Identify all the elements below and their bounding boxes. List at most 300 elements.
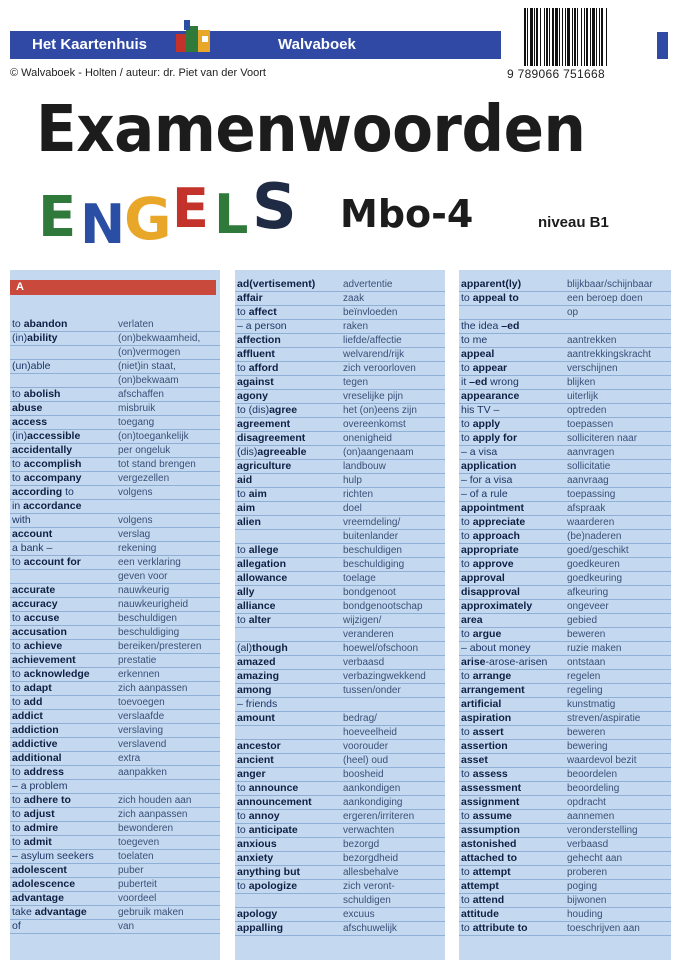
english-term: appalling [237, 922, 284, 934]
dutch-translation: streven/aspiratie [567, 713, 641, 724]
english-term: to (dis)agree [237, 404, 298, 416]
english-term: attached to [461, 852, 518, 864]
dutch-translation: puberteit [118, 879, 157, 890]
dutch-translation: (on)vermogen [118, 347, 181, 358]
dutch-translation: (on)aangenaam [343, 447, 414, 458]
english-term: affection [237, 334, 281, 346]
dutch-translation: houding [567, 909, 603, 920]
vocab-entry [235, 908, 445, 922]
dutch-translation: bewonderen [118, 823, 174, 834]
english-term: attempt [461, 880, 499, 892]
dutch-translation: volgens [118, 487, 153, 498]
dutch-translation: onenigheid [343, 433, 392, 444]
english-term: addiction [12, 724, 59, 736]
english-term: the idea –ed [461, 320, 520, 332]
vocab-entry [235, 838, 445, 852]
dutch-translation: wijzigen/ [343, 615, 382, 626]
vocab-entry [459, 530, 671, 544]
english-term: allowance [237, 572, 288, 584]
vocab-entry [235, 726, 445, 740]
level-label: Mbo-4 [340, 192, 474, 236]
vocab-entry [235, 670, 445, 684]
dutch-translation: ergeren/irriteren [343, 811, 415, 822]
dutch-translation: veranderen [343, 629, 394, 640]
vocab-entry [235, 642, 445, 656]
vocab-entry [235, 684, 445, 698]
english-term: advantage [12, 892, 64, 904]
word-list-2 [235, 270, 445, 936]
letter-s: S [252, 170, 297, 243]
english-term [459, 306, 567, 319]
vocab-entry [459, 600, 671, 614]
english-term: (in)accessible [12, 430, 81, 442]
english-term: disapproval [461, 586, 520, 598]
english-term: (un)able [12, 360, 51, 372]
english-term [235, 628, 343, 641]
vocab-entry [10, 682, 220, 696]
english-term: to me [461, 334, 488, 346]
dutch-translation: goed/geschikt [567, 545, 629, 556]
english-term: to adhere to [12, 794, 71, 806]
dutch-translation: verslaving [118, 725, 164, 736]
dutch-translation: afschaffen [118, 389, 164, 400]
english-term: to accomplish [12, 458, 82, 470]
english-term: accusation [12, 626, 67, 638]
english-term: appearance [461, 390, 520, 402]
dutch-translation: blijken [567, 377, 596, 388]
dutch-translation: toepassen [567, 419, 614, 430]
dutch-translation: goedkeuring [567, 573, 623, 584]
dutch-translation: verbaasd [567, 839, 609, 850]
dutch-translation [118, 500, 220, 513]
dutch-translation: toegeven [118, 837, 160, 848]
barcode-icon [522, 8, 642, 66]
vocab-entry [235, 446, 445, 460]
english-term: (in)ability [12, 332, 58, 344]
vocab-entry [10, 696, 220, 710]
english-term: to attend [461, 894, 505, 906]
vocab-entry [235, 586, 445, 600]
vocab-entry [459, 838, 671, 852]
vocab-entry [10, 668, 220, 682]
vocab-entry [235, 880, 445, 894]
vocab-entry [459, 488, 671, 502]
vocab-entry [235, 768, 445, 782]
dutch-translation: toepassing [567, 489, 616, 500]
english-term: to affect [237, 306, 277, 318]
dutch-translation: aanvraag [567, 475, 609, 486]
english-term: agreement [237, 418, 291, 430]
dutch-translation: extra [118, 753, 141, 764]
english-term: against [237, 376, 274, 388]
english-term: to admit [12, 836, 52, 848]
english-term: aid [237, 474, 253, 486]
english-term: to alter [237, 614, 271, 626]
english-term: ancient [237, 754, 274, 766]
vocab-entry [459, 782, 671, 796]
vocab-entry [459, 614, 671, 628]
vocab-entry [459, 796, 671, 810]
english-term: to aim [237, 488, 267, 500]
dutch-translation: aankondiging [343, 797, 403, 808]
vocab-entry [459, 334, 671, 348]
english-term: among [237, 684, 272, 696]
word-column-2 [235, 270, 445, 960]
dutch-translation: zich veroorloven [343, 363, 416, 374]
dutch-translation: nauwkeurig [118, 585, 170, 596]
vocab-entry [10, 346, 220, 360]
vocab-entry [10, 738, 220, 752]
dutch-translation: (heel) oud [343, 755, 389, 766]
dutch-translation: ruzie maken [567, 643, 622, 654]
vocab-entry [10, 906, 220, 920]
english-term: to address [12, 766, 64, 778]
house-logo-icon [176, 20, 214, 54]
dutch-translation: allesbehalve [343, 867, 399, 878]
english-term: addictive [12, 738, 58, 750]
dutch-translation: (on)bekwaam [118, 375, 179, 386]
vocab-entry [235, 502, 445, 516]
english-term: – of a rule [461, 488, 508, 500]
dutch-translation: verwachten [343, 825, 395, 836]
dutch-translation: doel [343, 503, 362, 514]
vocab-entry [10, 892, 220, 906]
english-term: to assume [461, 810, 512, 822]
vocab-entry [10, 808, 220, 822]
english-term: appropriate [461, 544, 519, 556]
english-term: anxious [237, 838, 277, 850]
dutch-translation: bewering [567, 741, 608, 752]
english-term: allegation [237, 558, 287, 570]
vocab-entry [459, 656, 671, 670]
english-term: accidentally [12, 444, 73, 456]
english-term: to apply for [461, 432, 518, 444]
vocab-entry [235, 600, 445, 614]
dutch-translation: hoewel/ofschoon [343, 643, 419, 654]
dutch-translation: bondgenoot [343, 587, 396, 598]
dutch-translation: (on)toegankelijk [118, 431, 189, 442]
vocab-entry [459, 502, 671, 516]
dutch-translation: hoeveelheid [343, 727, 397, 738]
dutch-translation: waardevol bezit [567, 755, 637, 766]
vocab-entry [459, 628, 671, 642]
dutch-translation: bondgenootschap [343, 601, 423, 612]
dutch-translation: richten [343, 489, 374, 500]
vocab-entry [10, 584, 220, 598]
letter-e: E [38, 185, 77, 250]
vocab-entry [10, 850, 220, 864]
english-term [235, 726, 343, 739]
english-term: artificial [461, 698, 502, 710]
dutch-translation: verslag [118, 529, 151, 540]
dutch-translation: puber [118, 865, 144, 876]
vocab-entry [10, 458, 220, 472]
dutch-translation: voorouder [343, 741, 389, 752]
english-term: (al)though [237, 642, 288, 654]
english-term: to admire [12, 822, 59, 834]
vocab-entry [235, 530, 445, 544]
english-term: to anticipate [237, 824, 298, 836]
english-term: to afford [237, 362, 279, 374]
dutch-translation: verslaafde [118, 711, 165, 722]
dutch-translation [343, 698, 445, 711]
dutch-translation: verslavend [118, 739, 167, 750]
english-term: assessment [461, 782, 522, 794]
niveau-label: niveau B1 [538, 214, 609, 231]
english-term: – friends [237, 698, 278, 710]
english-term: according to [12, 486, 74, 498]
english-term: of [12, 920, 21, 932]
letter-e2: E [172, 177, 209, 240]
letter-n: N [80, 193, 126, 256]
english-term: apology [237, 908, 278, 920]
dutch-translation: het (on)eens zijn [343, 405, 417, 416]
english-term: assertion [461, 740, 508, 752]
english-term: ally [237, 586, 255, 598]
english-term: attitude [461, 908, 499, 920]
dutch-translation: zich aanpassen [118, 809, 188, 820]
english-term: to attempt [461, 866, 511, 878]
english-term: to appreciate [461, 516, 526, 528]
vocab-entry [10, 654, 220, 668]
english-term: achievement [12, 654, 76, 666]
vocab-entry [235, 488, 445, 502]
dutch-translation: beoordelen [567, 769, 618, 780]
vocab-entry [459, 894, 671, 908]
vocab-entry [459, 712, 671, 726]
vocab-entry [10, 640, 220, 654]
vocab-entry [10, 556, 220, 570]
vocab-entry [459, 404, 671, 418]
vocab-entry [459, 768, 671, 782]
dutch-translation: prestatie [118, 655, 157, 666]
vocab-entry [10, 780, 220, 794]
vocab-entry [459, 922, 671, 936]
english-term: to appear [461, 362, 508, 374]
vocab-entry [235, 558, 445, 572]
vocab-entry [235, 656, 445, 670]
vocab-entry [459, 306, 671, 320]
english-term: to abandon [12, 318, 68, 330]
english-term: arrangement [461, 684, 525, 696]
dutch-translation: zich veront- [343, 881, 395, 892]
english-term: – a visa [461, 446, 498, 458]
vocab-entry [459, 740, 671, 754]
english-term: – a problem [12, 780, 68, 792]
vocab-entry [459, 432, 671, 446]
english-term: – asylum seekers [12, 850, 94, 862]
dutch-translation: zich aanpassen [118, 683, 188, 694]
vocab-entry [459, 572, 671, 586]
dutch-translation: aannemen [567, 811, 615, 822]
english-term: to announce [237, 782, 299, 794]
vocab-entry [10, 318, 220, 332]
dutch-translation: geven voor [118, 571, 168, 582]
english-term: ancestor [237, 740, 281, 752]
vocab-entry [459, 726, 671, 740]
english-term: his TV – [461, 404, 500, 416]
dutch-translation: raken [343, 321, 369, 332]
credits-line: © Walvaboek - Holten / auteur: dr. Piet van der Voort [10, 67, 266, 79]
dutch-translation: bedrag/ [343, 713, 377, 724]
dutch-translation: op [567, 307, 579, 318]
english-term: anything but [237, 866, 300, 878]
english-term [235, 530, 343, 543]
english-term: alliance [237, 600, 276, 612]
dutch-translation: waarderen [567, 517, 615, 528]
english-term: aspiration [461, 712, 512, 724]
english-term: asset [461, 754, 488, 766]
vocab-entry [10, 752, 220, 766]
dutch-translation: beïnvloeden [343, 307, 398, 318]
dutch-translation: blijkbaar/schijnbaar [567, 279, 653, 290]
dutch-translation: liefde/affectie [343, 335, 402, 346]
vocab-entry [459, 824, 671, 838]
dutch-translation: bezorgd [343, 839, 380, 850]
vocab-entry [10, 878, 220, 892]
english-term: account [12, 528, 53, 540]
english-term: affluent [237, 348, 275, 360]
english-term [235, 894, 343, 907]
vocab-entry [235, 544, 445, 558]
vocab-entry [10, 864, 220, 878]
dutch-translation: beweren [567, 727, 606, 738]
dutch-translation: poging [567, 881, 598, 892]
vocab-entry [10, 472, 220, 486]
vocab-entry [459, 320, 671, 334]
vocab-entry [235, 390, 445, 404]
vocab-entry [10, 836, 220, 850]
vocab-entry [459, 376, 671, 390]
vocab-entry [10, 388, 220, 402]
header-bar [10, 31, 501, 59]
vocab-entry [459, 670, 671, 684]
dutch-translation: een verklaring [118, 557, 181, 568]
dutch-translation: rekening [118, 543, 157, 554]
english-term: disagreement [237, 432, 306, 444]
vocab-entry [235, 432, 445, 446]
vocab-entry [459, 754, 671, 768]
dutch-translation: kunstmatig [567, 699, 616, 710]
dutch-translation: beschuldiging [118, 627, 180, 638]
vocab-entry [10, 570, 220, 584]
vocab-entry [459, 390, 671, 404]
dutch-translation: uiterlijk [567, 391, 599, 402]
english-term: access [12, 416, 48, 428]
vocab-entry [235, 754, 445, 768]
dutch-translation: ontstaan [567, 657, 606, 668]
english-term: assignment [461, 796, 520, 808]
vocab-entry [235, 628, 445, 642]
dutch-translation: afkeuring [567, 587, 609, 598]
english-term: arise-arose-arisen [461, 656, 548, 668]
vocab-entry [235, 810, 445, 824]
vocab-entry [459, 446, 671, 460]
vocab-entry [235, 292, 445, 306]
dutch-translation: afschuwelijk [343, 923, 397, 934]
vocab-entry [235, 796, 445, 810]
english-term: affair [237, 292, 263, 304]
dutch-translation: voordeel [118, 893, 157, 904]
dutch-translation: tot stand brengen [118, 459, 196, 470]
vocab-entry [10, 430, 220, 444]
vocab-entry [459, 516, 671, 530]
english-term: aim [237, 502, 256, 514]
dutch-translation: welvarend/rijk [343, 349, 405, 360]
english-term: adolescence [12, 878, 76, 890]
vocab-entry [235, 922, 445, 936]
vocab-entry [459, 558, 671, 572]
english-term: approval [461, 572, 505, 584]
dutch-translation: zich houden aan [118, 795, 192, 806]
publisher-name: Het Kaartenhuis [32, 36, 148, 53]
vocab-entry [235, 866, 445, 880]
vocab-entry [235, 740, 445, 754]
english-term: to adjust [12, 808, 55, 820]
dutch-translation: verschijnen [567, 363, 618, 374]
dutch-translation: (on)bekwaamheid, [118, 333, 201, 344]
english-term: anger [237, 768, 266, 780]
vocab-entry [459, 544, 671, 558]
english-term: apparent(ly) [461, 278, 522, 290]
word-column-3 [459, 270, 671, 960]
vocab-entry [10, 374, 220, 388]
dutch-translation: schuldigen [343, 895, 391, 906]
vocab-entry [10, 416, 220, 430]
vocab-entry [459, 348, 671, 362]
vocab-entry [10, 542, 220, 556]
english-term: to add [12, 696, 43, 708]
dutch-translation: hulp [343, 475, 362, 486]
isbn-number: 9 789066 751668 [507, 67, 605, 81]
dutch-translation: verbazingwekkend [343, 671, 426, 682]
vocab-entry [10, 598, 220, 612]
vocab-entry [10, 794, 220, 808]
dutch-translation: (be)naderen [567, 531, 622, 542]
vocab-entry [235, 460, 445, 474]
english-term: to assess [461, 768, 508, 780]
english-term: adolescent [12, 864, 67, 876]
dutch-translation: tegen [343, 377, 369, 388]
vocab-entry [10, 486, 220, 500]
dutch-translation: toelaten [118, 851, 154, 862]
english-term: – about money [461, 642, 531, 654]
dutch-translation [118, 780, 220, 793]
vocab-entry [10, 710, 220, 724]
english-term: addict [12, 710, 43, 722]
vocab-entry [235, 824, 445, 838]
vocab-entry [10, 514, 220, 528]
english-term: to annoy [237, 810, 280, 822]
english-term: additional [12, 752, 62, 764]
vocab-entry [10, 500, 220, 514]
vocab-entry [459, 866, 671, 880]
vocab-entry [235, 698, 445, 712]
english-term: – a person [237, 320, 287, 332]
english-term: to approach [461, 530, 520, 542]
dutch-translation: zaak [343, 293, 365, 304]
dutch-translation: veronderstelling [567, 825, 638, 836]
dutch-translation: regeling [567, 685, 603, 696]
english-term: accuracy [12, 598, 58, 610]
vocab-entry [10, 402, 220, 416]
vocab-entry [10, 444, 220, 458]
english-term: area [461, 614, 483, 626]
vocab-entry [235, 334, 445, 348]
vocab-entry [459, 880, 671, 894]
english-term: to attribute to [461, 922, 528, 934]
english-term: (dis)agreeable [237, 446, 307, 458]
